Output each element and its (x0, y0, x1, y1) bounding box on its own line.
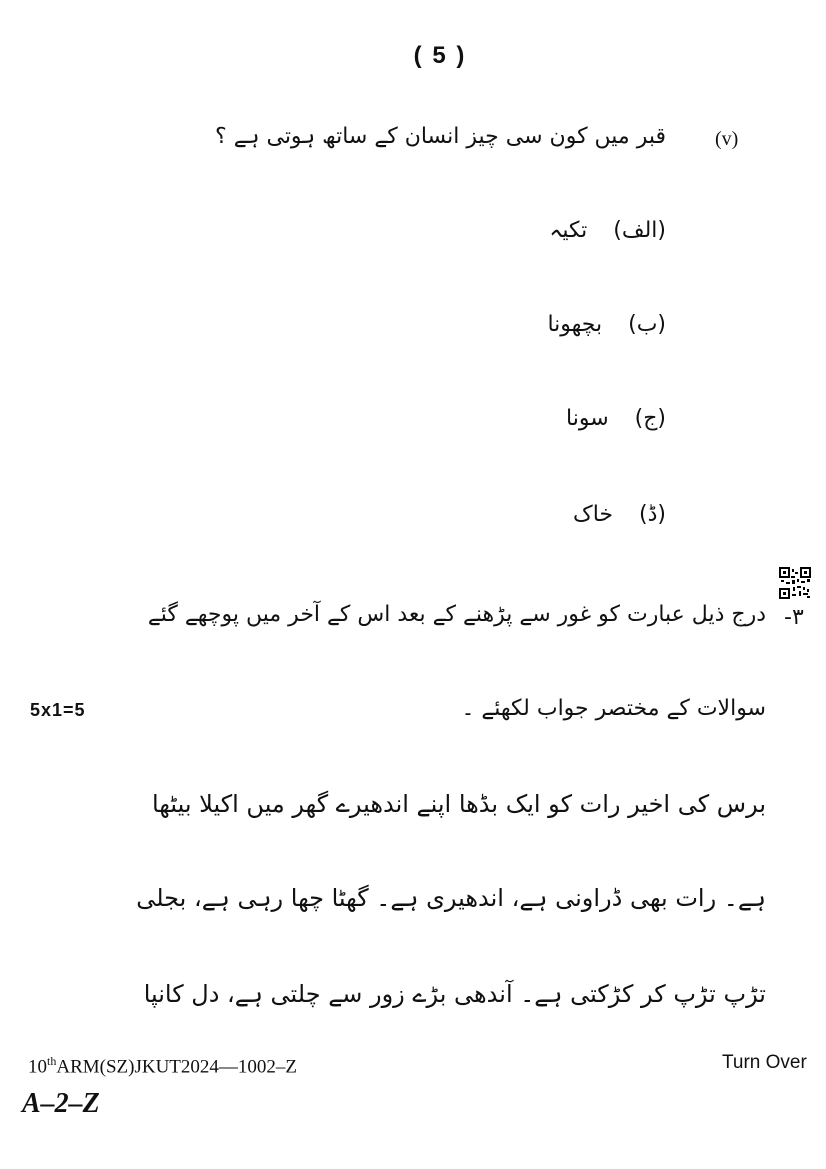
paper-code (28, 1054, 297, 1078)
page-number: ( 5 ) (413, 42, 467, 69)
option-text: خاک (573, 502, 614, 527)
question-3-number: -۳ (784, 605, 804, 630)
paper-code-prefix: 10 (28, 1056, 47, 1078)
option-text: تکیہ (549, 218, 588, 243)
option-alif (549, 218, 666, 243)
option-jeem (566, 406, 666, 431)
turn-over-label: Turn Over (722, 1052, 807, 1073)
paper-code-rest: ARM(SZ)JKUT2024—1002–Z (56, 1056, 298, 1078)
option-letter: (الف) (613, 218, 666, 243)
marks-allocation: 5x1=5 (30, 700, 86, 720)
qr-code-icon (779, 567, 811, 599)
passage-line: برس کی اخیر رات کو ایک بڈھا اپنے اندھیرے گھر میں اکیلا بیٹھا (151, 790, 766, 818)
question-number: (v) (715, 128, 739, 150)
passage-line: تڑپ تڑپ کر کڑکتی ہے۔ آندھی بڑے زور سے چلتی ہے، دل کانپا (143, 980, 766, 1008)
option-text: بچھونا (547, 312, 603, 337)
option-daal (573, 502, 666, 527)
option-letter: (ب) (628, 312, 666, 337)
paper-series: A–2–Z (22, 1088, 100, 1119)
passage-line: ہے۔ رات بھی ڈراونی ہے، اندھیری ہے۔ گھٹا چھا رہی ہے، بجلی (136, 884, 766, 912)
option-text: سونا (566, 406, 609, 431)
option-be (547, 312, 666, 337)
question-3-instruction-line-2: سوالات کے مختصر جواب لکھئے ۔ (461, 696, 766, 721)
question-3-instruction-line-1: درج ذیل عبارت کو غور سے پڑھنے کے بعد اس کے آخر میں پوچھے گئے (147, 602, 766, 627)
paper-code-suffix: th (47, 1054, 57, 1068)
question-text: قبر میں کون سی چیز انسان کے ساتھ ہوتی ہے ؟ (215, 124, 666, 149)
option-letter: (ڈ) (639, 502, 666, 527)
option-letter: (ج) (634, 406, 666, 431)
